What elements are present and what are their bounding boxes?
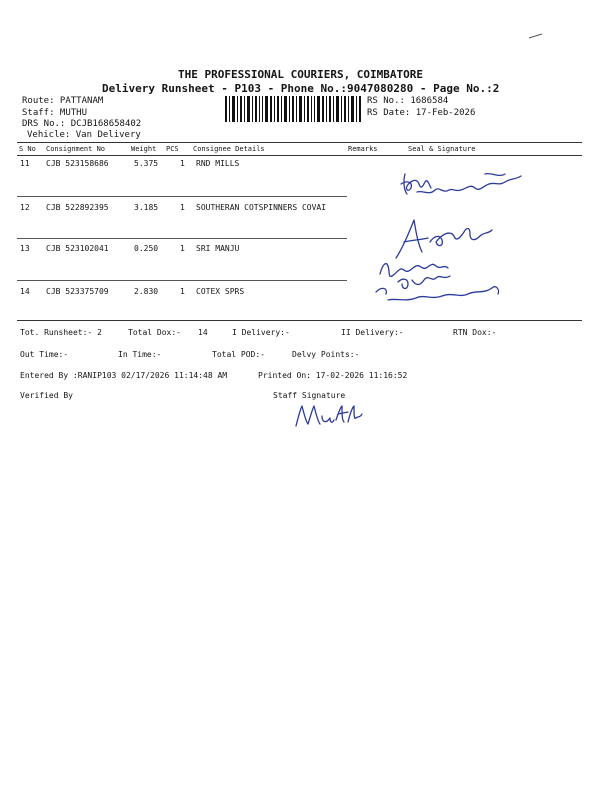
row-consignee: SRI MANJU [196, 244, 240, 253]
row-consignment: CJB 523158686 [46, 159, 109, 168]
out-time: Out Time:- [20, 350, 69, 359]
row-separator [17, 196, 347, 197]
staff-signature-label: Staff Signature [273, 391, 346, 400]
signature-row-12 [390, 212, 505, 262]
row-sno: 14 [20, 287, 30, 296]
signature-row-13-14 [372, 256, 507, 316]
col-header-pcs: PCS [166, 145, 179, 153]
signature-row-11 [395, 160, 530, 205]
row-pcs: 1 [180, 287, 185, 296]
row-weight: 3.185 [134, 203, 159, 212]
row-weight: 5.375 [134, 159, 159, 168]
table-top-rule [17, 142, 582, 143]
printed-on: Printed On: 17-02-2026 11:16:52 [258, 371, 408, 380]
total-pod: Total POD:- [212, 350, 265, 359]
row-weight: 0.250 [134, 244, 159, 253]
rs-date: RS Date: 17-Feb-2026 [367, 108, 476, 118]
entered-by: Entered By :RANIP103 02/17/2026 11:14:48 AM [20, 371, 228, 380]
row-sno: 12 [20, 203, 30, 212]
in-time: In Time:- [118, 350, 162, 359]
row-consignment: CJB 523375709 [46, 287, 109, 296]
col-header-weight: Weight [131, 145, 157, 153]
col-header-consignment: Consignment No [46, 145, 106, 153]
row-pcs: 1 [180, 244, 185, 253]
col-header-consignee: Consignee Details [193, 145, 265, 153]
vehicle-label: Vehicle: Van Delivery [27, 130, 141, 140]
company-title: THE PROFESSIONAL COURIERS, COIMBATORE [178, 68, 424, 81]
tot-runsheet: Tot. Runsheet:- 2 [20, 328, 102, 337]
row-pcs: 1 [180, 203, 185, 212]
col-header-remarks: Remarks [348, 145, 378, 153]
row-separator [17, 238, 347, 239]
staff-signature [292, 400, 364, 430]
row-consignee: SOUTHERAN COTSPINNERS COVAI [196, 203, 327, 212]
i-delivery: I Delivery:- [232, 328, 290, 337]
row-consignee: COTEX SPRS [196, 287, 245, 296]
barcode-image [225, 96, 363, 122]
rs-number: RS No.: 1686584 [367, 96, 449, 106]
row-separator [17, 280, 347, 281]
row-sno: 13 [20, 244, 30, 253]
delvy-points: Delvy Points:- [292, 350, 360, 359]
drs-number: DRS No.: DCJB168658402 [22, 119, 142, 129]
total-dox-value: 14 [198, 328, 208, 337]
ii-delivery: II Delivery:- [341, 328, 404, 337]
row-weight: 2.830 [134, 287, 159, 296]
verified-by: Verified By [20, 391, 73, 400]
runsheet-title: Delivery Runsheet - P103 - Phone No.:9047080280 - Page No.:2 [102, 82, 500, 95]
col-header-seal: Seal & Signature [408, 145, 476, 153]
row-pcs: 1 [180, 159, 185, 168]
staff-label: Staff: MUTHU [22, 108, 88, 118]
total-dox-label: Total Dox:- [128, 328, 181, 337]
route-label: Route: PATTANAM [22, 96, 104, 106]
table-bottom-rule [17, 320, 582, 321]
rtn-dox: RTN Dox:- [453, 328, 497, 337]
col-header-sno: S No [19, 145, 36, 153]
row-consignment: CJB 522892395 [46, 203, 109, 212]
table-header-rule [17, 155, 582, 156]
row-sno: 11 [20, 159, 30, 168]
scan-mark [528, 32, 544, 40]
row-consignment: CJB 523102041 [46, 244, 109, 253]
row-consignee: RND MILLS [196, 159, 240, 168]
